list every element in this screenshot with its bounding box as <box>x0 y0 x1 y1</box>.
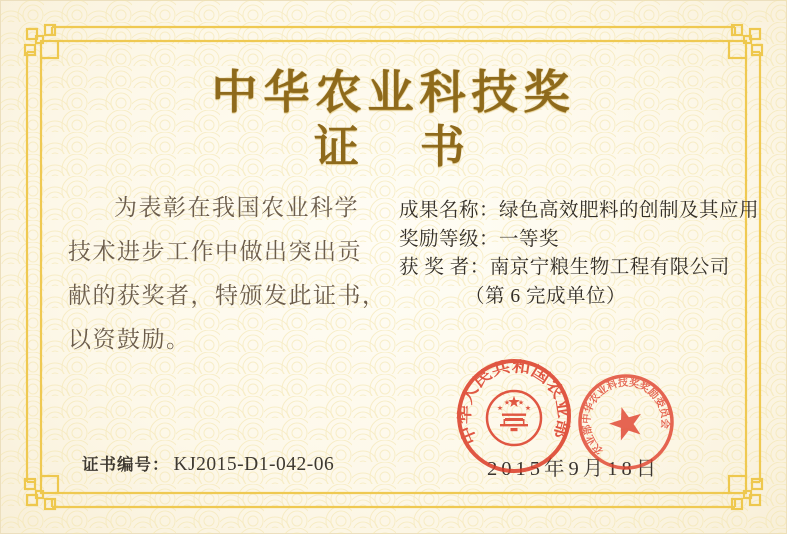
committee-seal-text: 农业部中华农业科技奖奖励委员会 <box>581 377 671 457</box>
issue-date: 2015年9月18日 <box>487 458 661 480</box>
detail-row-achievement <box>399 197 760 226</box>
citation-line-4: 以资鼓励。 <box>68 327 191 352</box>
star-icon <box>508 396 520 407</box>
ministry-seal-text: 中华人民共和国农业部 <box>456 358 572 447</box>
certificate-title: 中华农业科技奖 <box>211 67 576 118</box>
certificate-number <box>82 451 334 476</box>
award-details <box>399 197 760 311</box>
national-emblem-icon <box>487 391 541 445</box>
committee-seal <box>575 371 677 473</box>
grade-label: 奖励等级： <box>399 228 500 250</box>
citation-line-3: 献的获奖者，特颁发此证书， <box>68 283 387 308</box>
achievement-value: 绿色高效肥料的创制及其应用 <box>499 200 760 221</box>
completion-unit-note: （第 6 完成单位） <box>465 285 627 307</box>
citation-text <box>68 186 390 362</box>
citation-line-1: 为表彰在我国农业科学 <box>114 195 359 220</box>
citation-line-2: 技术进步工作中做出突出贡 <box>68 239 362 264</box>
detail-row-winner <box>399 254 749 283</box>
certificate-number-label: 证书编号： <box>82 455 170 474</box>
certificate-subtitle: 证 书 <box>313 122 473 172</box>
winner-label: 获 奖 者： <box>399 257 490 278</box>
detail-row-grade <box>399 226 749 255</box>
star-icon <box>606 402 647 442</box>
achievement-label: 成果名称： <box>399 200 500 221</box>
winner-value: 南京宁粮生物工程有限公司 <box>489 257 730 278</box>
certificate-number-value: KJ2015-D1-042-06 <box>173 454 335 475</box>
ministry-seal <box>453 355 575 477</box>
grade-value: 一等奖 <box>499 228 560 250</box>
